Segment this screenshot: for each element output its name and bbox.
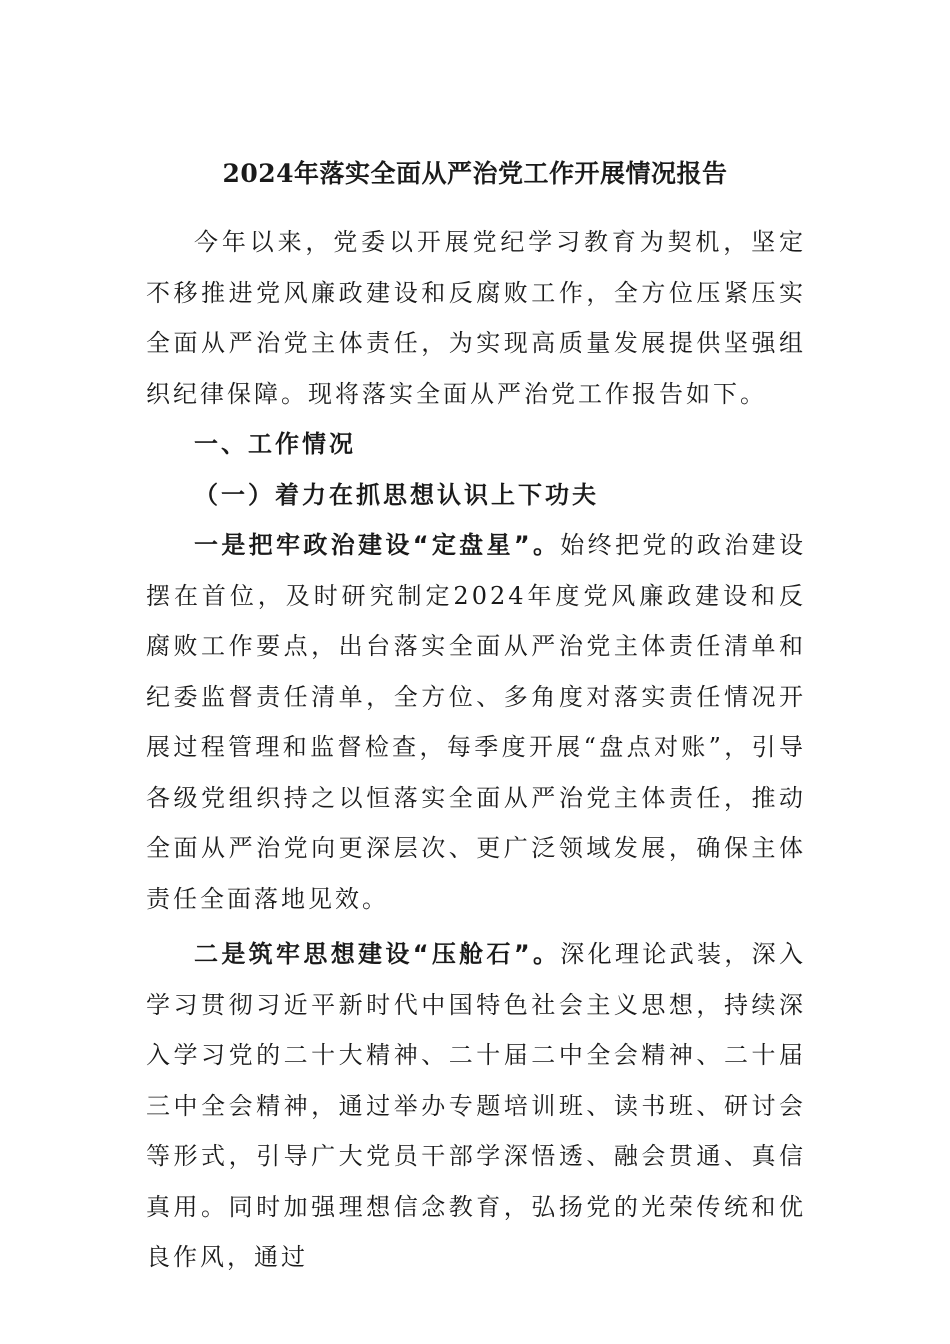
paragraph-ideological-construction bbox=[146, 929, 806, 1283]
paragraph-lead: 一是把牢政治建设“定盘星”。 bbox=[194, 531, 561, 559]
paragraph-political-construction bbox=[146, 520, 806, 924]
paragraph-text: 始终把党的政治建设摆在首位，及时研究制定2024年度党风廉政建设和反腐败工作要点，出台落实全面从严治党主体责任清单和纪委监督责任清单，全方位、多角度对落实责任情况开展过程管理和监督检查，每季度开展“盘点对账”，引导各级党组织持之以恒落实全面从严治党主体责任，推动全面从严治党向更深层次、更广泛领域发展，确保主体责任全面落地见效。 bbox=[146, 531, 807, 913]
document-title: 2024年落实全面从严治党工作开展情况报告 bbox=[222, 159, 728, 188]
paragraph-lead: 二是筑牢思想建设“压舱石”。 bbox=[194, 940, 561, 968]
section-heading: 一、工作情况 bbox=[194, 430, 356, 458]
subsection-heading: （一）着力在抓思想认识上下功夫 bbox=[194, 480, 599, 509]
paragraph-text: 深化理论武装，深入学习贯彻习近平新时代中国特色社会主义思想，持续深入学习党的二十大精神、二十届二中全会精神、二十届三中全会精神，通过举办专题培训班、读书班、研讨会等形式，引导广大党员干部学深悟透、融会贯通、真信真用。同时加强理想信念教育，弘扬党的光荣传统和优良作风，通过 bbox=[146, 940, 807, 1271]
document-body bbox=[146, 217, 806, 1283]
intro-paragraph: 今年以来，党委以开展党纪学习教育为契机，坚定不移推进党风廉政建设和反腐败工作，全方位压紧压实全面从严治党主体责任，为实现高质量发展提供坚强组织纪律保障。现将落实全面从严治党工作报告如下。 bbox=[146, 228, 806, 408]
